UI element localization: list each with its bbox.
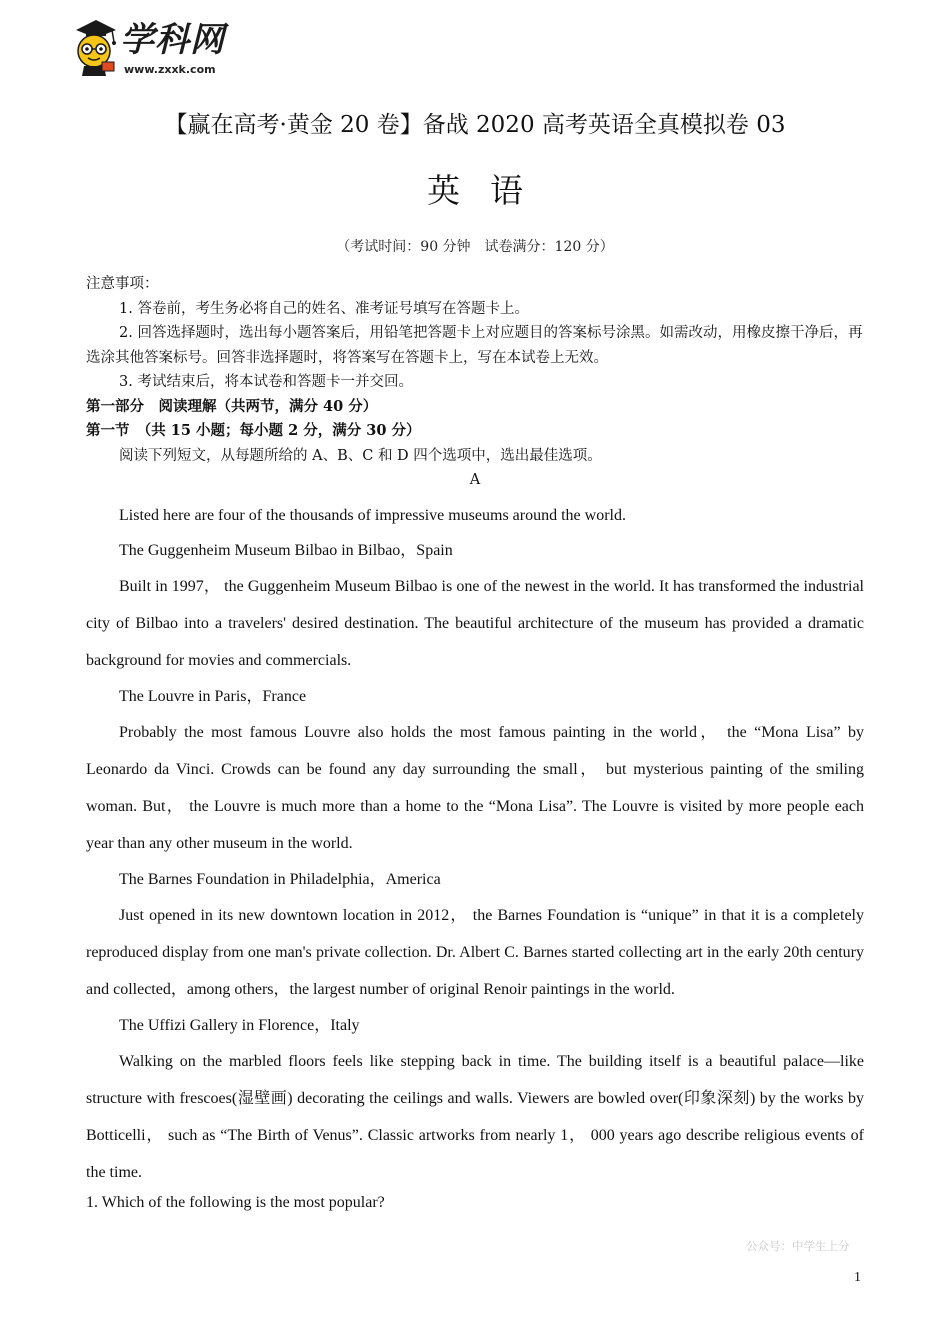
museum-description: Built in 1997， the Guggenheim Museum Bilbao is one of the newest in the world. It has transformed the industrial city of Bilbao into a travelers' desired destination. The beautiful architecture of the museum has provided a dramatic background for movies and commercials. (86, 578, 864, 669)
museum-name: The Louvre in Paris，France (119, 688, 307, 705)
reading-instruction: 阅读下列短文，从每题所给的 A、B、C 和 D 四个选项中，选出最佳选项。 (119, 447, 602, 464)
museum-name: The Barnes Foundation in Philadelphia，America (119, 871, 441, 888)
logo-url: www.zxxk.com (124, 63, 216, 76)
logo-text: 学科网 (120, 20, 225, 60)
question-1: 1. Which of the following is the most popular? (86, 1194, 385, 1211)
passage-intro: Listed here are four of the thousands of impressive museums around the world. (119, 507, 626, 524)
page-title: 【赢在高考·黄金 20 卷】备战 2020 高考英语全真模拟卷 03 (164, 112, 786, 138)
watermark: 公众号：中学生上分 (746, 1239, 850, 1253)
museum-description: Walking on the marbled floors feels like stepping back in time. The building itself is a beautiful palace—like structure with frescoes(湿壁画) decorating the ceilings and walls. Viewers are bowled over(印象深刻) by the works by Botticelli， such as “The Birth of Venus”. Classic artworks from nearly 1， 000 years ago describe religious events of the time. (86, 1053, 864, 1181)
part-heading: 第一部分 阅读理解（共两节，满分 40 分） (86, 397, 378, 415)
exam-info: （考试时间：90 分钟 试卷满分：120 分） (336, 239, 614, 255)
subject-title: 英语 (427, 171, 553, 210)
museum-description: Probably the most famous Louvre also holds the most famous painting in the world， the “Mona Lisa” by Leonardo da Vinci. Crowds can be found any day surrounding the small， but mysterious painting of the smiling woman. But， the Louvre is much more than a home to the “Mona Lisa”. The Louvre is visited by more people each year than any other museum in the world. (86, 724, 865, 852)
note-item: 3. 考试结束后，将本试卷和答题卡一并交回。 (119, 374, 413, 390)
zxxk-logo (72, 18, 232, 80)
museum-name: The Uffizi Gallery in Florence，Italy (119, 1017, 360, 1034)
instructions-block (86, 272, 864, 493)
reading-passage (86, 498, 864, 1191)
page-number: 1 (854, 1270, 861, 1285)
note-item: 1. 答卷前，考生务必将自己的姓名、准考证号填写在答题卡上。 (119, 300, 529, 317)
notes-heading: 注意事项： (86, 276, 159, 292)
museum-description: Just opened in its new downtown location in 2012， the Barnes Foundation is “unique” in that it is a completely reproduced display from one man's private collection. Dr. Albert C. Barnes started collecting art in the early 20th century and collected，among others，the largest number of original Renoir paintings in the world. (86, 907, 864, 998)
mascot-icon (72, 18, 120, 78)
passage-label: A (469, 472, 481, 488)
museum-name: The Guggenheim Museum Bilbao in Bilbao，Spain (119, 542, 453, 559)
subsection-heading: 第一节 （共 15 小题；每小题 2 分，满分 30 分） (86, 422, 421, 439)
note-item: 2. 回答选择题时，选出每小题答案后，用铅笔把答题卡上对应题目的答案标号涂黑。如需改动，用橡皮擦干净后，再选涂其他答案标号。回答非选择题时，将答案写在答题卡上，写在本试卷上无效。 (86, 325, 863, 366)
